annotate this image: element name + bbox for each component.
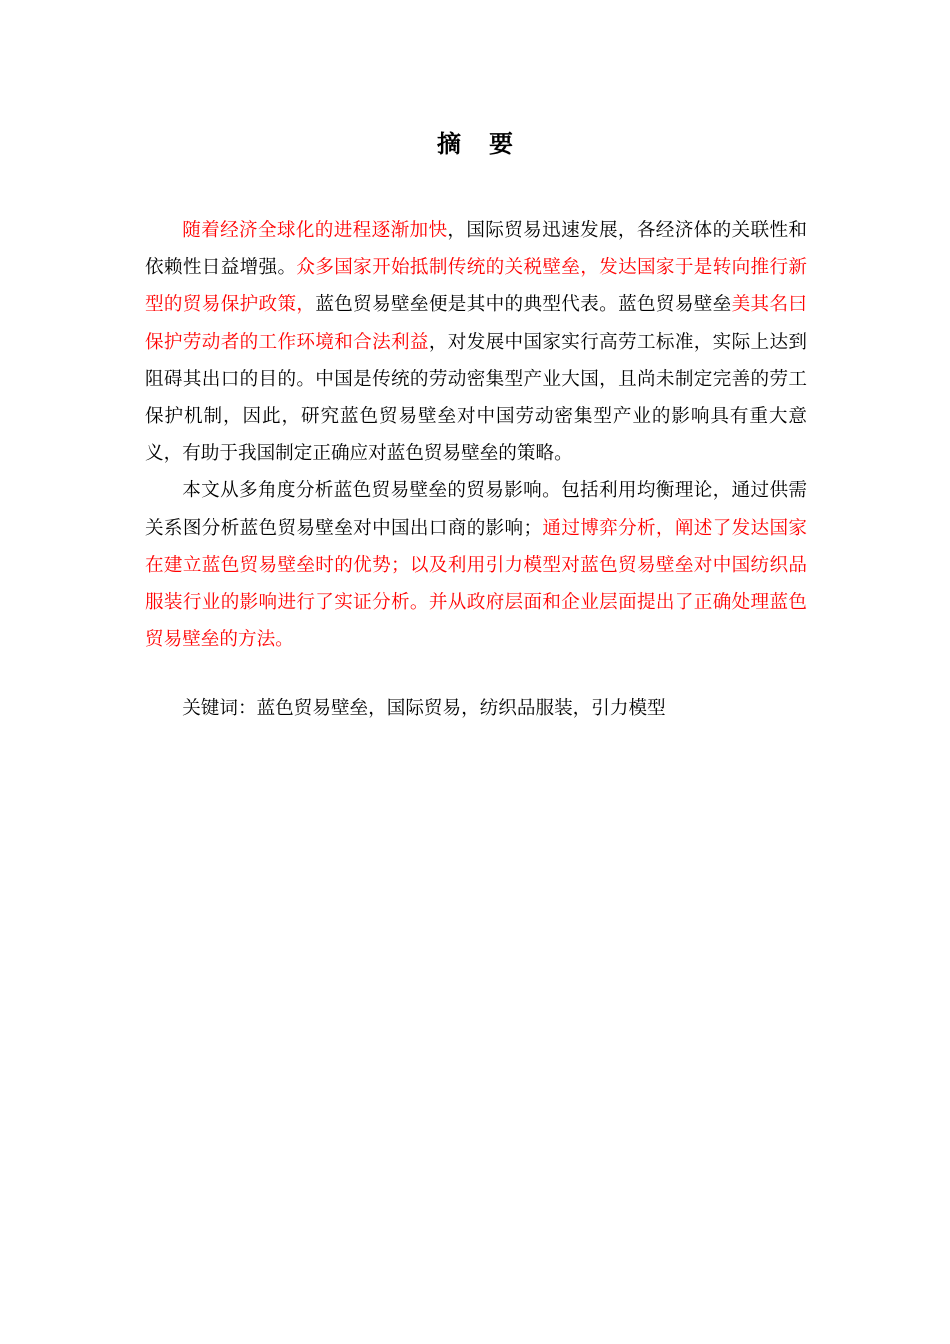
abstract-paragraph-2 <box>145 472 807 658</box>
body-text: ，国际贸易迅速发展，各经济体的关联性和依赖性日益增强。 <box>145 220 807 279</box>
heading-char-1: 摘 <box>437 129 461 158</box>
abstract-heading <box>0 124 950 164</box>
body-text: 蓝色贸易壁垒便是其中的典型代表。蓝色贸易壁垒 <box>315 294 732 316</box>
keywords-text: 蓝色贸易壁垒，国际贸易，纺织品服装，引力模型 <box>256 698 666 719</box>
keywords-line <box>145 690 807 727</box>
keywords-label: 关键词： <box>182 698 257 719</box>
heading-char-2: 要 <box>489 129 513 158</box>
abstract-paragraph-1 <box>145 212 807 472</box>
highlighted-text: 随着经济全球化的进程逐渐加快 <box>182 220 448 241</box>
highlighted-text: 美其名曰保护劳动者的工作环境和合法利益 <box>145 294 807 353</box>
abstract-body <box>145 212 807 658</box>
body-text: ，对发展中国家实行高劳工标准，实际上达到阻碍其出口的目的。中国是传统的劳动密集型产业大国，且尚未制定完善的劳工保护机制，因此，研究蓝色贸易壁垒对中国劳动密集型产业的影响具有重大意义，有助于我国制定正确应对蓝色贸易壁垒的策略。 <box>145 331 807 465</box>
body-text: 本文从多角度分析蓝色贸易壁垒的贸易影响。包括利用均衡理论，通过供需关系图分析蓝色贸易壁垒对中国出口商的影响； <box>145 480 807 539</box>
highlighted-text: 通过博弈分析，阐述了发达国家在建立蓝色贸易壁垒时的优势；以及利用引力模型对蓝色贸易壁垒对中国纺织品服装行业的影响进行了实证分析。并从政府层面和企业层面提出了正确处理蓝色贸易壁垒的方法。 <box>145 517 807 651</box>
highlighted-text: 众多国家开始抵制传统的关税壁垒，发达国家于是转向推行新型的贸易保护政策， <box>145 257 807 316</box>
